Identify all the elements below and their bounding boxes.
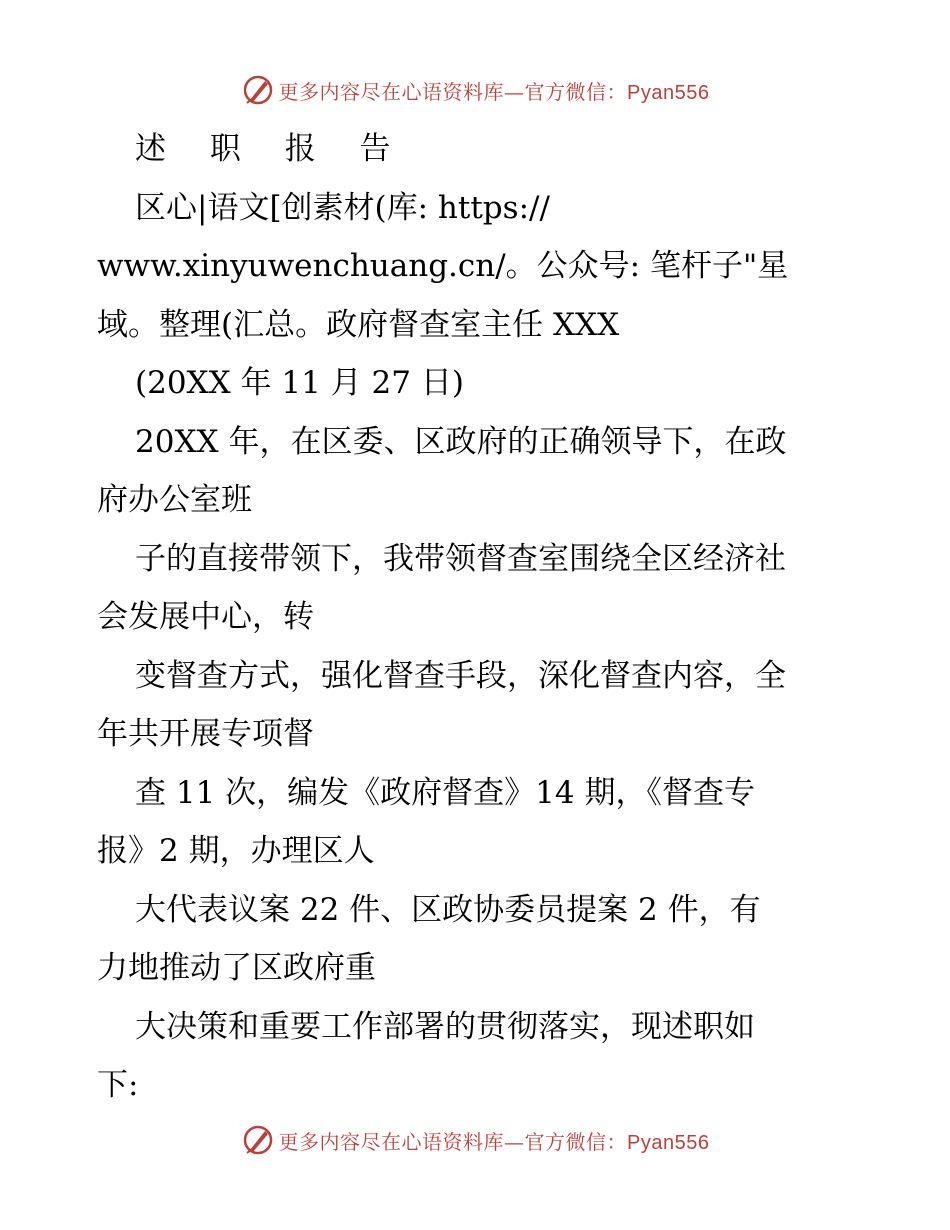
footer-banner-text: 更多内容尽在心语资料库—官方微信：Pyan556 xyxy=(278,1129,710,1154)
quill-pen-circle-icon xyxy=(241,1123,275,1157)
document-body xyxy=(97,120,857,1115)
document-line: 20XX 年，在区委、区政府的正确领导下，在政 xyxy=(135,423,787,460)
document-title: 述 职 报 告 xyxy=(135,131,408,167)
document-line: 大决策和重要工作部署的贯彻落实，现述职如 xyxy=(135,1008,755,1045)
document-line: www.xinyuwenchuang.cn/。公众号: 笔杆子"星 xyxy=(97,248,789,284)
footer-banner xyxy=(0,1120,950,1160)
document-date: (20XX 年 11 月 27 日) xyxy=(135,365,464,401)
header-banner-text: 更多内容尽在心语资料库—官方微信：Pyan556 xyxy=(278,79,710,104)
document-line: 子的直接带领下，我带领督查室围绕全区经济社 xyxy=(135,540,786,577)
document-line: 域。整理(汇总。政府督查室主任 XXX xyxy=(97,306,620,343)
document-line: 大代表议案 22 件、区政协委员提案 2 件，有 xyxy=(135,891,761,928)
document-line: 府办公室班 xyxy=(97,482,252,518)
document-line: 区心|语文[创素材(库: https:// xyxy=(135,189,550,226)
document-line: 力地推动了区政府重 xyxy=(97,950,376,986)
header-banner-handle: Pyan556 xyxy=(627,81,710,104)
quill-pen-circle-icon xyxy=(241,73,275,107)
document-line: 报》2 期，办理区人 xyxy=(97,833,375,869)
document-line: 变督查方式，强化督查手段，深化督查内容，全 xyxy=(135,657,786,694)
footer-banner-handle: Pyan556 xyxy=(627,1131,710,1154)
header-banner xyxy=(0,70,950,110)
document-line: 年共开展专项督 xyxy=(97,716,314,752)
document-line: 会发展中心，转 xyxy=(97,599,314,635)
document-line: 下: xyxy=(97,1067,139,1103)
document-line: 查 11 次，编发《政府督查》14 期，《督查专 xyxy=(135,774,755,811)
